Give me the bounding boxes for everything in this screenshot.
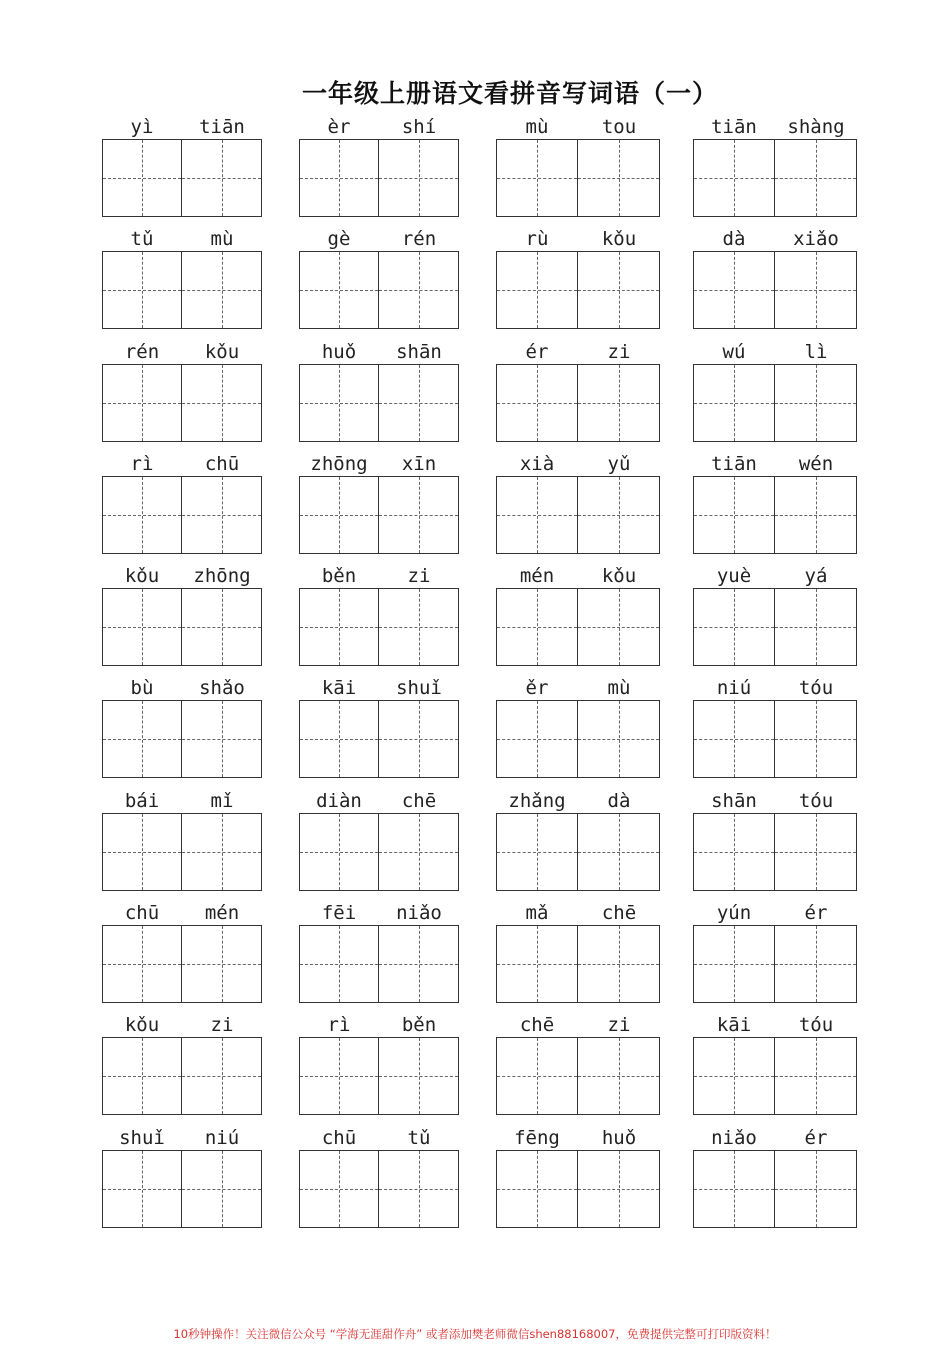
writing-boxes (693, 813, 857, 891)
pinyin-line (299, 115, 459, 139)
pinyin-syllable: tou (601, 116, 637, 138)
word-item (496, 452, 693, 564)
pinyin-syllable: mù (607, 677, 631, 700)
word-item (299, 676, 496, 788)
word-item (496, 115, 693, 227)
pinyin-line (693, 340, 857, 364)
word-item (693, 1013, 862, 1125)
tian-zi-ge-box[interactable] (496, 1150, 578, 1228)
tian-zi-ge-box[interactable] (102, 1150, 182, 1228)
writing-boxes (299, 925, 459, 1003)
pinyin-syllable: wú (722, 340, 746, 363)
tian-zi-ge-box[interactable] (496, 700, 578, 778)
pinyin-syllable: fēi (321, 902, 357, 925)
pinyin-syllable: niú (204, 1126, 240, 1149)
word-item (693, 789, 862, 901)
tian-zi-ge-box[interactable] (182, 1037, 262, 1115)
pinyin-syllable: rù (525, 228, 549, 251)
tian-zi-ge-box[interactable] (693, 1150, 775, 1228)
pinyin-syllable: rì (130, 452, 154, 475)
pinyin-line (496, 1013, 660, 1037)
pinyin-syllable: èr (327, 116, 351, 138)
word-item (102, 789, 299, 901)
pinyin-syllable: kǒu (601, 565, 637, 588)
pinyin-line (102, 901, 262, 925)
word-item (299, 789, 496, 901)
tian-zi-ge-box[interactable] (775, 1150, 857, 1228)
tian-zi-ge-box[interactable] (775, 700, 857, 778)
writing-boxes (299, 588, 459, 666)
writing-boxes (102, 700, 262, 778)
pinyin-syllable: tóu (798, 677, 834, 700)
pinyin-syllable: fēng (514, 1126, 560, 1149)
pinyin-syllable: zhōng (310, 452, 368, 475)
pinyin-syllable: mù (210, 228, 234, 251)
pinyin-syllable: dà (722, 228, 746, 251)
pinyin-syllable: tiān (711, 116, 757, 138)
tian-zi-ge-box[interactable] (693, 139, 775, 217)
tian-zi-ge-box[interactable] (182, 476, 262, 554)
tian-zi-ge-box[interactable] (578, 364, 660, 442)
pinyin-line (102, 452, 262, 476)
pinyin-line (496, 227, 660, 251)
word-item (496, 901, 693, 1013)
pinyin-syllable: shí (401, 116, 437, 138)
pinyin-syllable: yún (716, 902, 752, 925)
writing-boxes (693, 1150, 857, 1228)
word-item (496, 1126, 693, 1238)
pinyin-line (693, 115, 857, 139)
pinyin-line (693, 1013, 857, 1037)
pinyin-syllable: rén (401, 228, 437, 251)
pinyin-syllable: mù (525, 116, 549, 138)
pinyin-line (102, 1126, 262, 1150)
writing-boxes (693, 476, 857, 554)
pinyin-syllable: huǒ (601, 1126, 637, 1149)
writing-boxes (102, 925, 262, 1003)
tian-zi-ge-box[interactable] (578, 813, 660, 891)
tian-zi-ge-box[interactable] (102, 139, 182, 217)
word-item (299, 901, 496, 1013)
pinyin-syllable: mén (204, 902, 240, 925)
pinyin-syllable: xià (519, 452, 555, 475)
pinyin-syllable: shǎo (199, 677, 245, 700)
tian-zi-ge-box[interactable] (496, 588, 578, 666)
pinyin-line (102, 227, 262, 251)
word-item (299, 115, 496, 227)
pinyin-syllable: tóu (798, 1014, 834, 1037)
pinyin-line (496, 115, 660, 139)
tian-zi-ge-box[interactable] (775, 588, 857, 666)
tian-zi-ge-box[interactable] (182, 925, 262, 1003)
word-item (693, 227, 862, 339)
pinyin-syllable: niú (716, 677, 752, 700)
pinyin-syllable: shān (711, 789, 757, 812)
word-row (102, 901, 862, 1013)
pinyin-line (102, 789, 262, 813)
tian-zi-ge-box[interactable] (578, 139, 660, 217)
tian-zi-ge-box[interactable] (299, 1150, 379, 1228)
writing-boxes (693, 139, 857, 217)
writing-boxes (299, 251, 459, 329)
word-item (102, 564, 299, 676)
word-item (693, 452, 862, 564)
tian-zi-ge-box[interactable] (182, 139, 262, 217)
tian-zi-ge-box[interactable] (775, 1037, 857, 1115)
tian-zi-ge-box[interactable] (299, 364, 379, 442)
pinyin-syllable: tǔ (130, 228, 154, 251)
pinyin-syllable: tóu (798, 789, 834, 812)
word-item (299, 1013, 496, 1125)
writing-boxes (496, 139, 660, 217)
word-item (496, 564, 693, 676)
pinyin-syllable: zi (210, 1014, 234, 1037)
pinyin-syllable: běn (401, 1014, 437, 1037)
word-item (102, 901, 299, 1013)
pinyin-syllable: ér (804, 902, 828, 925)
pinyin-syllable: zhǎng (508, 789, 566, 812)
writing-boxes (693, 700, 857, 778)
tian-zi-ge-box[interactable] (379, 476, 459, 554)
word-item (496, 676, 693, 788)
writing-boxes (693, 251, 857, 329)
word-item (299, 452, 496, 564)
writing-boxes (496, 813, 660, 891)
tian-zi-ge-box[interactable] (775, 364, 857, 442)
tian-zi-ge-box[interactable] (299, 1037, 379, 1115)
pinyin-syllable: ér (804, 1126, 828, 1149)
tian-zi-ge-box[interactable] (102, 251, 182, 329)
pinyin-syllable: chē (601, 902, 637, 925)
writing-boxes (693, 1037, 857, 1115)
tian-zi-ge-box[interactable] (693, 1037, 775, 1115)
writing-boxes (299, 476, 459, 554)
pinyin-syllable: dà (607, 789, 631, 812)
pinyin-syllable: rì (327, 1014, 351, 1037)
tian-zi-ge-box[interactable] (693, 364, 775, 442)
tian-zi-ge-box[interactable] (379, 925, 459, 1003)
word-item (693, 1126, 862, 1238)
word-row (102, 115, 862, 227)
tian-zi-ge-box[interactable] (102, 925, 182, 1003)
word-item (102, 227, 299, 339)
pinyin-line (693, 564, 857, 588)
writing-boxes (693, 588, 857, 666)
pinyin-line (693, 676, 857, 700)
pinyin-line (496, 564, 660, 588)
writing-boxes (102, 1037, 262, 1115)
pinyin-syllable: zi (407, 565, 431, 588)
pinyin-line (496, 1126, 660, 1150)
pinyin-syllable: zi (607, 1014, 631, 1037)
pinyin-line (496, 452, 660, 476)
word-item (102, 452, 299, 564)
pinyin-syllable: kǒu (601, 228, 637, 251)
tian-zi-ge-box[interactable] (496, 925, 578, 1003)
writing-boxes (102, 139, 262, 217)
tian-zi-ge-box[interactable] (496, 139, 578, 217)
word-item (102, 115, 299, 227)
writing-boxes (496, 1150, 660, 1228)
writing-boxes (299, 364, 459, 442)
pinyin-syllable: yì (130, 116, 154, 138)
word-item (299, 1126, 496, 1238)
writing-boxes (102, 813, 262, 891)
pinyin-line (299, 901, 459, 925)
writing-boxes (299, 813, 459, 891)
tian-zi-ge-box[interactable] (693, 251, 775, 329)
pinyin-syllable: bù (130, 677, 154, 700)
tian-zi-ge-box[interactable] (496, 1037, 578, 1115)
pinyin-line (102, 1013, 262, 1037)
pinyin-syllable: tǔ (407, 1126, 431, 1149)
word-row (102, 227, 862, 339)
pinyin-line (102, 115, 262, 139)
pinyin-line (102, 340, 262, 364)
pinyin-syllable: kāi (321, 677, 357, 700)
tian-zi-ge-box[interactable] (578, 1037, 660, 1115)
pinyin-line (299, 340, 459, 364)
tian-zi-ge-box[interactable] (693, 700, 775, 778)
tian-zi-ge-box[interactable] (379, 813, 459, 891)
pinyin-syllable: shuǐ (396, 677, 442, 700)
writing-boxes (496, 700, 660, 778)
writing-boxes (496, 588, 660, 666)
tian-zi-ge-box[interactable] (102, 813, 182, 891)
tian-zi-ge-box[interactable] (775, 813, 857, 891)
pinyin-syllable: chū (124, 902, 160, 925)
word-item (102, 1126, 299, 1238)
pinyin-syllable: chū (321, 1126, 357, 1149)
pinyin-syllable: wén (798, 452, 834, 475)
word-item (496, 789, 693, 901)
tian-zi-ge-box[interactable] (102, 1037, 182, 1115)
tian-zi-ge-box[interactable] (102, 588, 182, 666)
pinyin-syllable: mǎ (525, 902, 549, 925)
tian-zi-ge-box[interactable] (578, 588, 660, 666)
pinyin-line (693, 1126, 857, 1150)
tian-zi-ge-box[interactable] (578, 251, 660, 329)
tian-zi-ge-box[interactable] (578, 925, 660, 1003)
writing-boxes (102, 588, 262, 666)
pinyin-syllable: shàng (787, 116, 845, 138)
pinyin-syllable: lì (804, 340, 828, 363)
worksheet-title: 一年级上册语文看拼音写词语（一） (301, 79, 718, 108)
word-item (496, 340, 693, 452)
pinyin-syllable: kǒu (124, 565, 160, 588)
tian-zi-ge-box[interactable] (299, 813, 379, 891)
pinyin-syllable: zhōng (193, 565, 251, 588)
pinyin-syllable: yǔ (607, 452, 631, 475)
tian-zi-ge-box[interactable] (182, 251, 262, 329)
tian-zi-ge-box[interactable] (102, 476, 182, 554)
tian-zi-ge-box[interactable] (578, 1150, 660, 1228)
tian-zi-ge-box[interactable] (102, 364, 182, 442)
pinyin-line (299, 564, 459, 588)
tian-zi-ge-box[interactable] (578, 476, 660, 554)
pinyin-line (693, 452, 857, 476)
pinyin-syllable: tiān (711, 452, 757, 475)
pinyin-syllable: chū (204, 452, 240, 475)
tian-zi-ge-box[interactable] (299, 251, 379, 329)
pinyin-syllable: niǎo (396, 902, 442, 925)
word-row (102, 564, 862, 676)
word-item (496, 1013, 693, 1125)
tian-zi-ge-box[interactable] (496, 251, 578, 329)
pinyin-syllable: chē (401, 789, 437, 812)
word-item (299, 564, 496, 676)
pinyin-syllable: gè (327, 228, 351, 251)
word-item (693, 340, 862, 452)
tian-zi-ge-box[interactable] (379, 700, 459, 778)
word-item (693, 564, 862, 676)
tian-zi-ge-box[interactable] (379, 588, 459, 666)
word-row (102, 1126, 862, 1238)
pinyin-line (496, 676, 660, 700)
pinyin-syllable: yuè (716, 565, 752, 588)
tian-zi-ge-box[interactable] (775, 251, 857, 329)
writing-boxes (496, 925, 660, 1003)
tian-zi-ge-box[interactable] (182, 813, 262, 891)
pinyin-syllable: kǒu (124, 1014, 160, 1037)
pinyin-line (102, 676, 262, 700)
pinyin-line (299, 676, 459, 700)
tian-zi-ge-box[interactable] (379, 139, 459, 217)
pinyin-syllable: mǐ (210, 789, 234, 812)
pinyin-syllable: diàn (316, 789, 362, 812)
footer-note: 10秒钟操作！关注微信公众号 “学海无涯甜作舟” 或者添加樊老师微信shen88168007，免费提供完整可打印版资料！ (173, 1327, 777, 1341)
pinyin-syllable: shuǐ (119, 1126, 165, 1149)
pinyin-line (299, 1013, 459, 1037)
writing-boxes (299, 1037, 459, 1115)
tian-zi-ge-box[interactable] (775, 476, 857, 554)
writing-boxes (102, 251, 262, 329)
pinyin-syllable: xiǎo (793, 228, 839, 251)
pinyin-syllable: chē (519, 1014, 555, 1037)
pinyin-syllable: ér (525, 340, 549, 363)
pinyin-writing-grid (102, 115, 862, 1238)
pinyin-syllable: ěr (525, 677, 549, 700)
tian-zi-ge-box[interactable] (182, 588, 262, 666)
pinyin-syllable: běn (321, 565, 357, 588)
word-item (102, 1013, 299, 1125)
word-item (693, 901, 862, 1013)
writing-boxes (496, 251, 660, 329)
pinyin-syllable: huǒ (321, 340, 357, 363)
pinyin-line (496, 789, 660, 813)
pinyin-syllable: shān (396, 340, 442, 363)
writing-boxes (496, 1037, 660, 1115)
word-item (693, 676, 862, 788)
tian-zi-ge-box[interactable] (379, 364, 459, 442)
word-item (299, 227, 496, 339)
tian-zi-ge-box[interactable] (496, 813, 578, 891)
writing-boxes (299, 1150, 459, 1228)
word-item (693, 115, 862, 227)
tian-zi-ge-box[interactable] (182, 1150, 262, 1228)
pinyin-line (496, 901, 660, 925)
tian-zi-ge-box[interactable] (299, 925, 379, 1003)
pinyin-syllable: zi (607, 340, 631, 363)
word-row (102, 789, 862, 901)
writing-boxes (693, 364, 857, 442)
tian-zi-ge-box[interactable] (299, 588, 379, 666)
pinyin-line (693, 901, 857, 925)
writing-boxes (496, 476, 660, 554)
tian-zi-ge-box[interactable] (299, 476, 379, 554)
pinyin-line (299, 452, 459, 476)
tian-zi-ge-box[interactable] (379, 1037, 459, 1115)
word-row (102, 452, 862, 564)
pinyin-line (299, 227, 459, 251)
writing-boxes (496, 364, 660, 442)
word-item (299, 340, 496, 452)
pinyin-line (299, 789, 459, 813)
tian-zi-ge-box[interactable] (775, 139, 857, 217)
tian-zi-ge-box[interactable] (379, 251, 459, 329)
tian-zi-ge-box[interactable] (775, 925, 857, 1003)
pinyin-syllable: kǒu (204, 340, 240, 363)
pinyin-line (102, 564, 262, 588)
writing-boxes (693, 925, 857, 1003)
pinyin-line (496, 340, 660, 364)
word-item (102, 676, 299, 788)
word-row (102, 1013, 862, 1125)
pinyin-syllable: bái (124, 789, 160, 812)
tian-zi-ge-box[interactable] (496, 364, 578, 442)
pinyin-syllable: rén (124, 340, 160, 363)
writing-boxes (102, 364, 262, 442)
tian-zi-ge-box[interactable] (102, 700, 182, 778)
pinyin-syllable: mén (519, 565, 555, 588)
tian-zi-ge-box[interactable] (182, 700, 262, 778)
tian-zi-ge-box[interactable] (693, 925, 775, 1003)
tian-zi-ge-box[interactable] (379, 1150, 459, 1228)
word-row (102, 340, 862, 452)
writing-boxes (102, 1150, 262, 1228)
pinyin-line (299, 1126, 459, 1150)
pinyin-syllable: yá (804, 565, 828, 588)
word-row (102, 676, 862, 788)
pinyin-syllable: niǎo (711, 1126, 757, 1149)
tian-zi-ge-box[interactable] (299, 700, 379, 778)
word-item (496, 227, 693, 339)
writing-boxes (102, 476, 262, 554)
tian-zi-ge-box[interactable] (299, 139, 379, 217)
pinyin-line (693, 227, 857, 251)
tian-zi-ge-box[interactable] (496, 476, 578, 554)
writing-boxes (299, 139, 459, 217)
tian-zi-ge-box[interactable] (182, 364, 262, 442)
pinyin-line (693, 789, 857, 813)
tian-zi-ge-box[interactable] (693, 813, 775, 891)
tian-zi-ge-box[interactable] (693, 476, 775, 554)
pinyin-syllable: kāi (716, 1014, 752, 1037)
pinyin-syllable: xīn (401, 452, 437, 475)
pinyin-syllable: tiān (199, 116, 245, 138)
tian-zi-ge-box[interactable] (578, 700, 660, 778)
tian-zi-ge-box[interactable] (693, 588, 775, 666)
word-item (102, 340, 299, 452)
writing-boxes (299, 700, 459, 778)
